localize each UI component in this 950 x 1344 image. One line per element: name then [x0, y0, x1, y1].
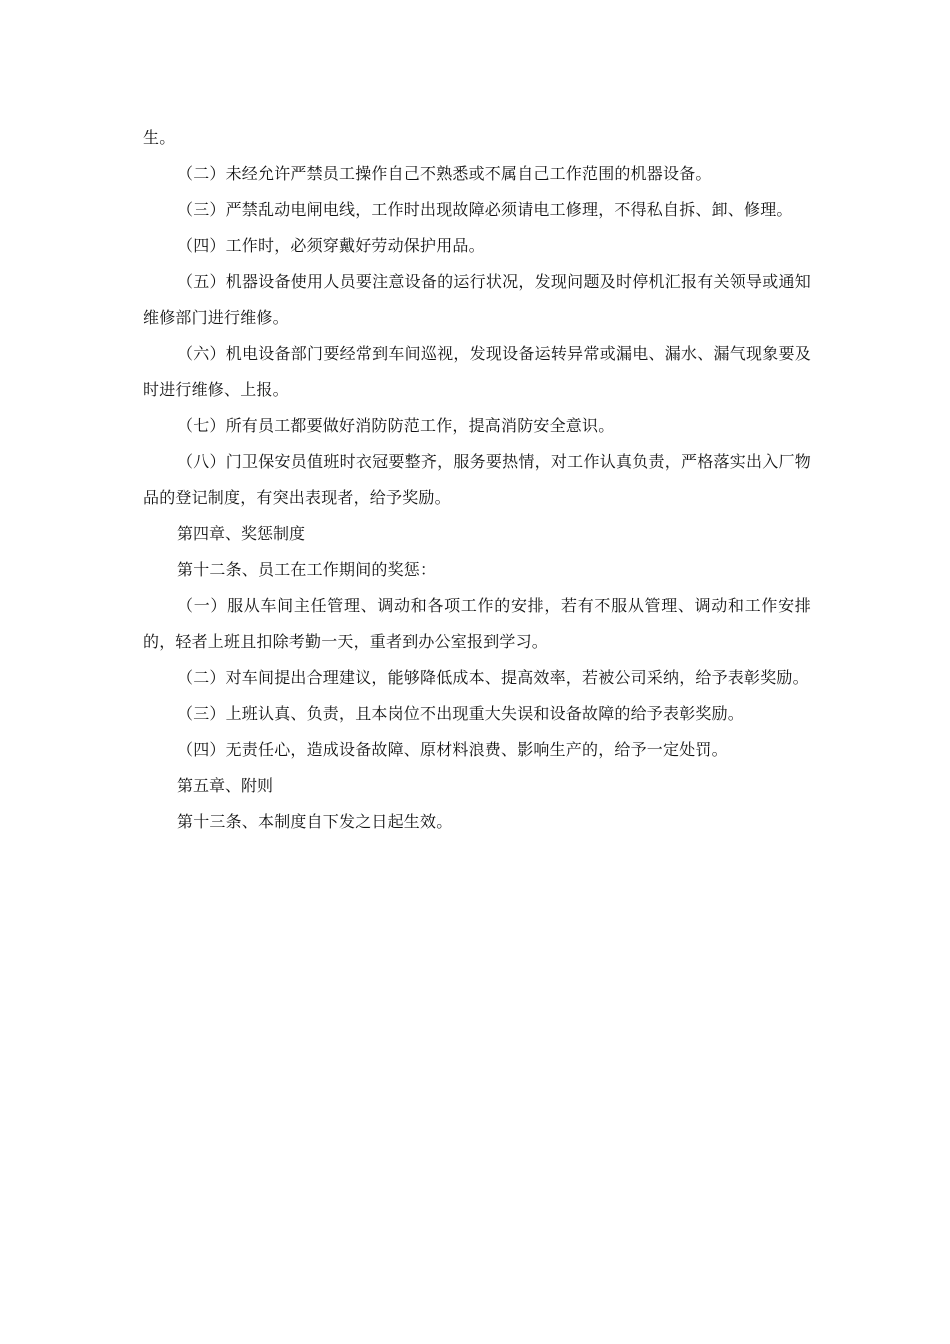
article-12-heading: 第十二条、员工在工作期间的奖惩：: [177, 560, 437, 579]
reward-item-1: （一）服从车间主任管理、调动和各项工作的安排，若有不服从管理、调动和工作安排的，轻者上班且扣除考勤一天，重者到办公室报到学习。: [143, 596, 811, 651]
rule-item-6: （六）机电设备部门要经常到车间巡视，发现设备运转异常或漏电、漏水、漏气现象要及时进行维修、上报。: [143, 344, 811, 399]
rule-item-2: （二）未经允许严禁员工操作自己不熟悉或不属自己工作范围的机器设备。: [177, 164, 712, 183]
reward-item-3: （三）上班认真、负责，且本岗位不出现重大失误和设备故障的给予表彰奖励。: [177, 704, 745, 723]
reward-item-2: （二）对车间提出合理建议，能够降低成本、提高效率，若被公司采纳，给予表彰奖励。: [177, 668, 809, 687]
chapter-4-heading: 第四章、奖惩制度: [177, 524, 306, 543]
rule-item-3: （三）严禁乱动电闸电线，工作时出现故障必须请电工修理，不得私自拆、卸、修理。: [177, 200, 793, 219]
rule-item-8: （八）门卫保安员值班时衣冠要整齐，服务要热情，对工作认真负责，严格落实出入厂物品的登记制度，有突出表现者，给予奖励。: [143, 452, 811, 507]
document-body: [143, 120, 811, 840]
rule-item-7: （七）所有员工都要做好消防防范工作，提高消防安全意识。: [177, 416, 615, 435]
article-13-text: 第十三条、本制度自下发之日起生效。: [177, 812, 453, 831]
rule-item-5: （五）机器设备使用人员要注意设备的运行状况，发现问题及时停机汇报有关领导或通知维修部门进行维修。: [143, 272, 811, 327]
chapter-5-heading: 第五章、附则: [177, 776, 274, 795]
reward-item-4: （四）无责任心，造成设备故障、原材料浪费、影响生产的，给予一定处罚。: [177, 740, 728, 759]
paragraph-continuation: 生。: [143, 128, 176, 147]
rule-item-4: （四）工作时，必须穿戴好劳动保护用品。: [177, 236, 485, 255]
